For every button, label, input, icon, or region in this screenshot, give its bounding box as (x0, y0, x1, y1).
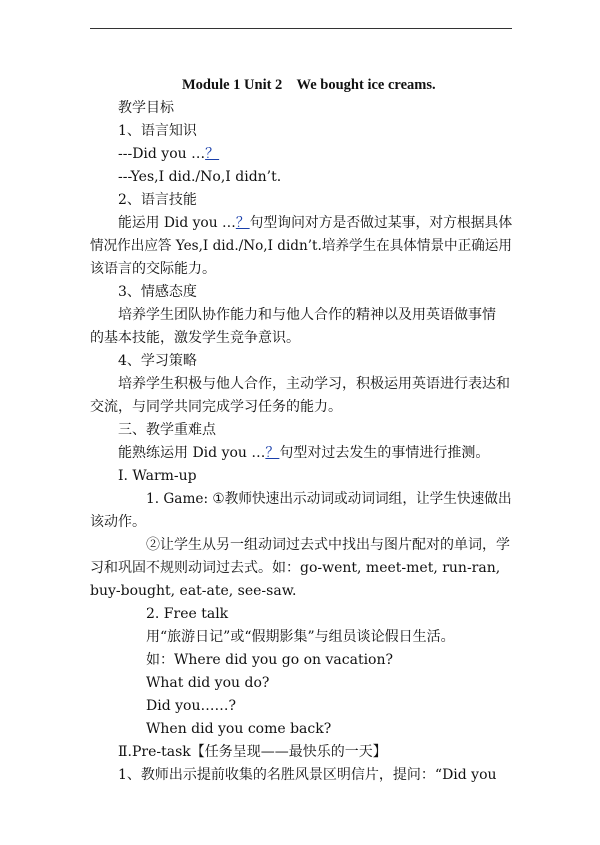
game2-line-2: 习和巩固不规则动词过去式。如：go-went, meet-met, run-ran, (90, 560, 501, 576)
game-line-2: 该动作。 (90, 514, 146, 530)
free-talk-line: 用“旅游日记”或“假期影集”与组员谈论假日生活。 (146, 629, 455, 645)
key-points-pre: 能熟练运用 Did you … (118, 445, 266, 461)
key-points-heading: 三、教学重难点 (118, 422, 216, 438)
header-rule (90, 28, 512, 29)
skills-line-2: 情况作出应答 Yes,I did./No,I didn’t.培养学生在具体情景中正确运用 (90, 238, 512, 254)
question-3: Did you……? (146, 698, 236, 714)
game-line-1: 1. Game: ①教师快速出示动词或动词词组，让学生快速做出 (146, 491, 512, 507)
did-you-text: ---Did you … (118, 146, 206, 162)
key-points-line (118, 443, 489, 463)
question-2: What did you do? (146, 675, 270, 691)
attitude-line-2: 的基本技能，激发学生竞争意识。 (90, 330, 300, 346)
game2-line-3: buy-bought, eat-ate, see-saw. (90, 583, 297, 599)
attitude-line-1: 培养学生团队协作能力和与他人合作的精神以及用英语做事情 (118, 307, 496, 323)
question-mark: ？ (205, 146, 220, 162)
pretask-line-1: 1、教师出示提前收集的名胜风景区明信片，提问：“Did you (118, 767, 497, 783)
warmup-heading: Ⅰ. Warm-up (118, 468, 197, 484)
skills-line-1-post: 句型询问对方是否做过某事，对方根据具体 (249, 215, 513, 231)
yes-no-line: ---Yes,I did./No,I didn’t. (118, 169, 282, 185)
question-mark: ？ (235, 215, 250, 231)
attitude-heading: 3、情感态度 (118, 284, 197, 300)
pretask-heading: Ⅱ.Pre-task【任务呈现——最快乐的一天】 (118, 744, 387, 760)
question-1: 如：Where did you go on vacation? (146, 652, 394, 668)
strategy-line-2: 交流，与同学共同完成学习任务的能力。 (90, 399, 342, 415)
language-skills-heading: 2、语言技能 (118, 192, 197, 208)
question-4: When did you come back? (146, 721, 332, 737)
question-mark: ？ (265, 445, 280, 461)
language-knowledge-heading: 1、语言知识 (118, 123, 197, 139)
skills-line-1 (118, 213, 512, 233)
skills-line-1-pre: 能运用 Did you … (118, 215, 236, 231)
strategy-heading: 4、学习策略 (118, 353, 197, 369)
game2-line-1: ②让学生从另一组动词过去式中找出与图片配对的单词，学 (146, 537, 510, 553)
free-talk-heading: 2. Free talk (146, 606, 229, 622)
page-title: Module 1 Unit 2 We bought ice creams. (182, 77, 436, 93)
skills-line-3: 该语言的交际能力。 (90, 261, 216, 277)
key-points-post: 句型对过去发生的事情进行推测。 (279, 445, 490, 461)
did-you-line (118, 144, 219, 164)
strategy-line-1: 培养学生积极与他人合作，主动学习，积极运用英语进行表达和 (118, 376, 510, 392)
teaching-goals-heading: 教学目标 (118, 100, 174, 116)
